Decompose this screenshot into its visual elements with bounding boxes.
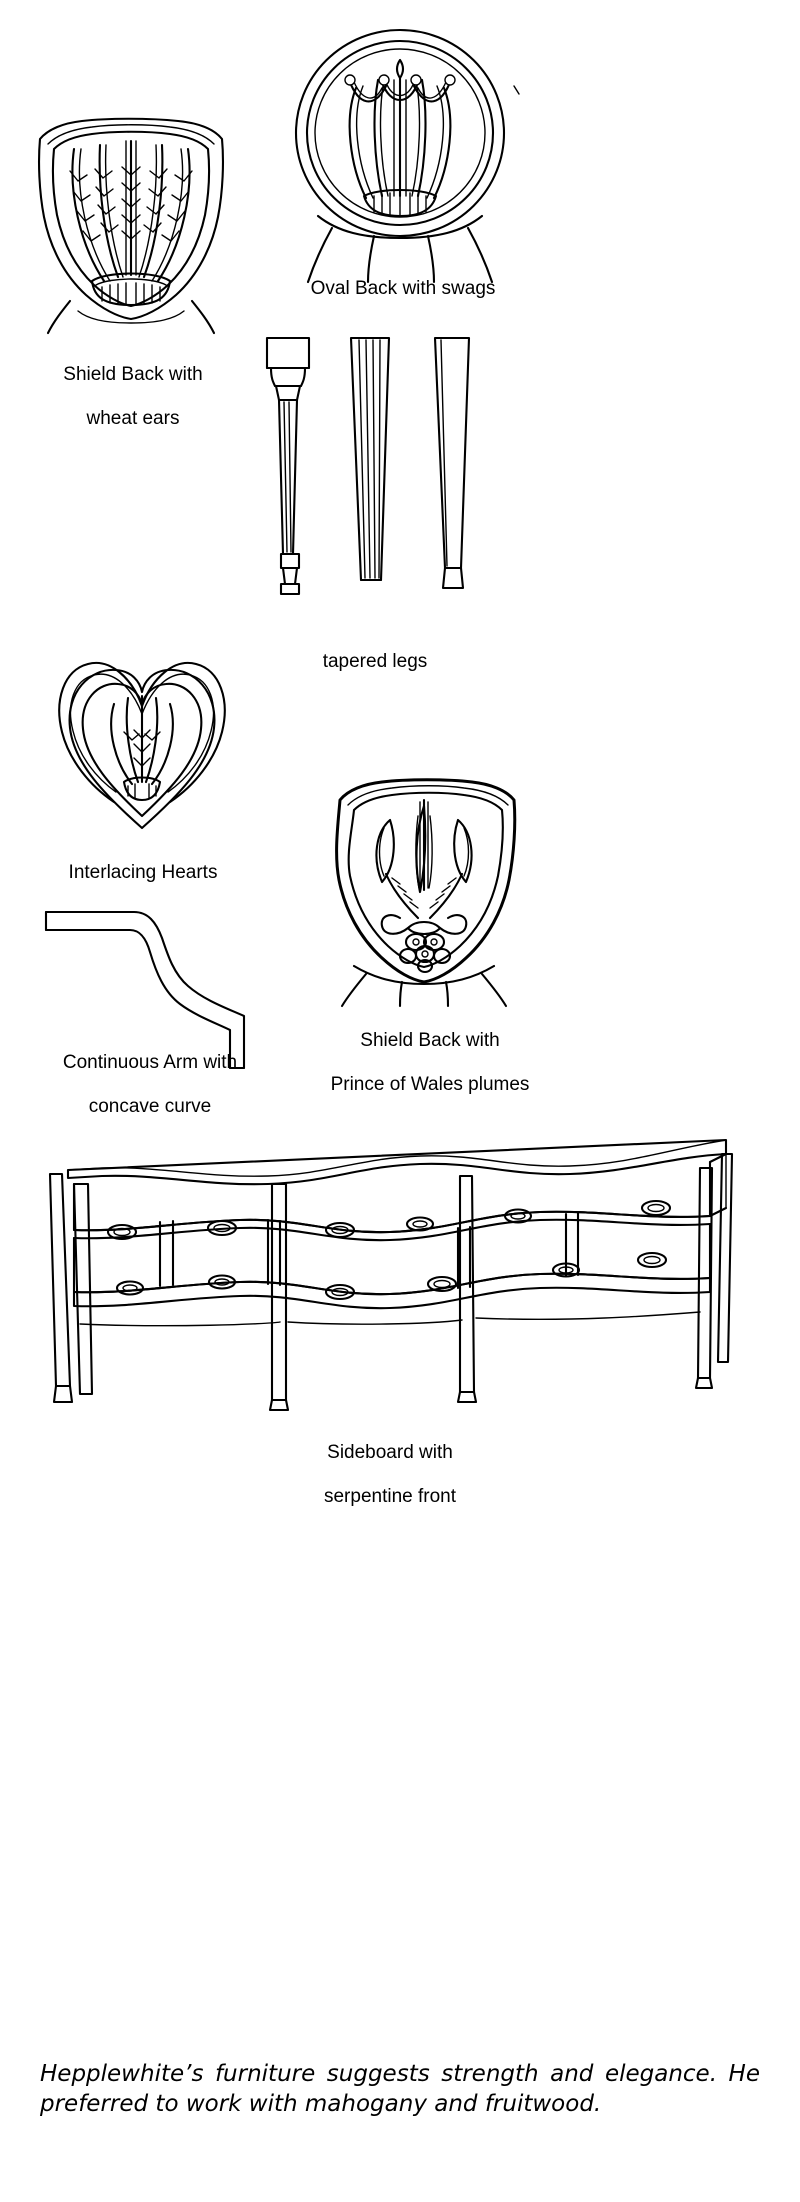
caption-sideboard-serpentine-front (250, 1420, 530, 1530)
caption-line: Shield Back with (360, 1030, 500, 1052)
caption-line: Interlacing Hearts (68, 862, 218, 884)
caption-shield-back-prince-of-wales-plumes (300, 1008, 560, 1118)
figure-sideboard-serpentine-front (10, 1110, 790, 1420)
figure-shield-back-prince-of-wales-plumes (320, 770, 540, 1010)
caption-line: Sideboard with (327, 1442, 453, 1464)
caption-line: Oval Back with swags (310, 278, 496, 300)
closing-note: Hepplewhite’s furniture suggests strength and elegance. He preferred to work with mahogany and fruitwood. (40, 2061, 760, 2117)
caption-line: wheat ears (86, 408, 180, 430)
shield-back-plumes-drawing (320, 770, 540, 1010)
figure-tapered-legs (255, 330, 495, 620)
caption-interlacing-hearts (28, 840, 258, 907)
figure-oval-back-swags (278, 20, 528, 290)
figure-interlacing-hearts (28, 630, 258, 840)
tapered-leg-reeded (351, 338, 389, 580)
tapered-legs-drawing (255, 330, 495, 620)
caption-line: Prince of Wales plumes (330, 1074, 530, 1096)
shield-back-wheat-ears-drawing (18, 105, 248, 335)
tapered-leg-plain (435, 338, 469, 588)
caption-shield-back-wheat-ears (18, 342, 248, 452)
caption-line: concave curve (88, 1096, 212, 1118)
caption-oval-back-swags (258, 256, 548, 323)
caption-line: Continuous Arm with (62, 1052, 238, 1074)
caption-tapered-legs (255, 629, 495, 696)
sideboard-legs (50, 1154, 732, 1410)
figure-shield-back-wheat-ears (18, 105, 248, 335)
oval-back-swags-drawing (278, 20, 528, 290)
tapered-leg-molded (267, 338, 309, 594)
caption-line: tapered legs (322, 651, 428, 673)
sideboard-drawing (10, 1110, 790, 1420)
interlacing-hearts-drawing (28, 630, 258, 840)
caption-line: serpentine front (323, 1486, 457, 1508)
caption-line: Shield Back with (63, 364, 203, 386)
